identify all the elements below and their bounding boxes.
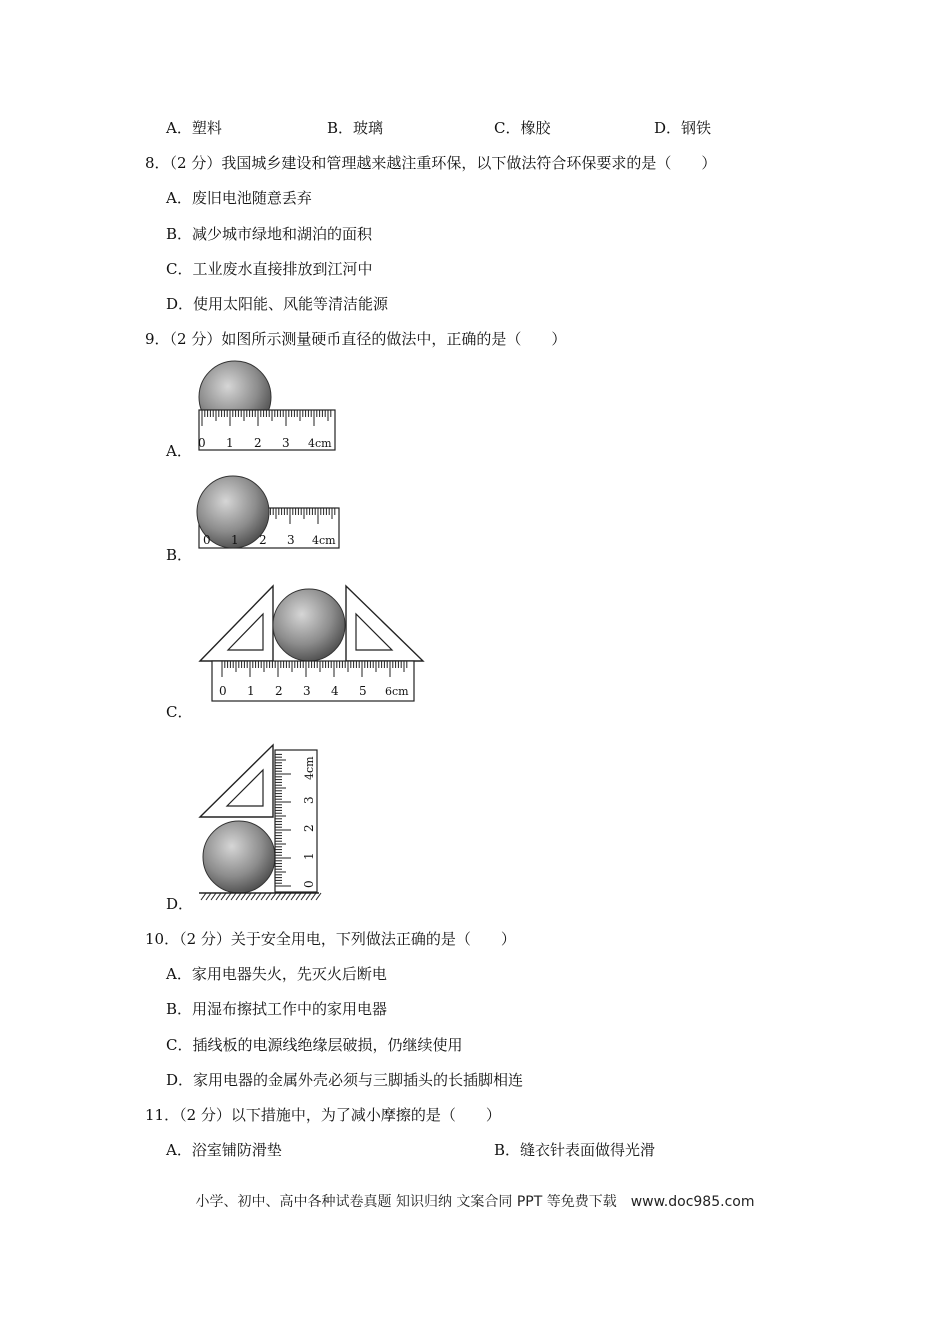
ground-hatch [291, 893, 296, 900]
q7-option-b: B．玻璃 [327, 119, 384, 137]
ruler-label: 0 [203, 533, 211, 547]
ground-hatch [201, 893, 206, 900]
ruler-label: 2 [254, 436, 262, 450]
q7-option-a: A．塑料 [166, 119, 222, 137]
ruler-label: 0 [302, 880, 316, 888]
ruler-label: 5 [359, 684, 367, 698]
ground-hatch [276, 893, 281, 900]
q10-option-b: B．用湿布擦拭工作中的家用电器 [166, 1000, 388, 1018]
q11-option-a: A．浴室铺防滑垫 [166, 1141, 282, 1159]
ground-hatch [226, 893, 231, 900]
ruler-label: 2 [275, 684, 283, 698]
q11-option-b: B．缝衣针表面做得光滑 [494, 1141, 656, 1159]
ruler [212, 661, 414, 701]
ground-hatch [271, 893, 276, 900]
q8-option-c: C．工业废水直接排放到江河中 [166, 260, 373, 278]
ground-hatch [261, 893, 266, 900]
q9-option-a: A． [166, 442, 192, 460]
q10-stem: 10．（2 分）关于安全用电，下列做法正确的是（ ） [145, 930, 516, 948]
ground-hatch [246, 893, 251, 900]
q9-option-d: D． [166, 895, 194, 913]
ground-hatch [251, 893, 256, 900]
ground-hatch [211, 893, 216, 900]
q8-option-a: A．废旧电池随意丢弃 [166, 189, 312, 207]
ruler-label: 1 [226, 436, 234, 450]
ruler-label: 4cm [303, 756, 316, 780]
ruler-label: 3 [303, 684, 311, 698]
figure-a-coin-on-ruler [195, 360, 340, 455]
coin [273, 589, 345, 661]
q8-option-b: B．减少城市绿地和湖泊的面积 [166, 225, 373, 243]
ground-hatch [221, 893, 226, 900]
figure-d-vertical-ruler [195, 742, 325, 912]
ruler-label: 2 [259, 533, 267, 547]
q10-option-c: C．插线板的电源线绝缘层破损，仍继续使用 [166, 1036, 463, 1054]
ruler-label: 0 [198, 436, 206, 450]
ground-hatch [311, 893, 316, 900]
q7-option-d: D．钢铁 [654, 119, 712, 137]
ruler-label: 2 [302, 824, 316, 832]
ruler-label: 3 [302, 796, 316, 804]
ground-hatch [296, 893, 301, 900]
ground-hatch [216, 893, 221, 900]
ruler-label: 4cm [312, 534, 336, 547]
figure-c-triangles-and-ruler [195, 583, 427, 705]
ruler-label: 1 [247, 684, 255, 698]
ground-hatch [306, 893, 311, 900]
q9-option-c: C． [166, 703, 193, 721]
ground-hatch [286, 893, 291, 900]
q10-option-d: D．家用电器的金属外壳必须与三脚插头的长插脚相连 [166, 1071, 524, 1089]
ground-hatch [301, 893, 306, 900]
ground-hatch [231, 893, 236, 900]
page-footer: 小学、初中、高中各种试卷真题 知识归纳 文案合同 PPT 等免费下载 www.doc985.com [195, 1194, 755, 1210]
ruler-label: 3 [287, 533, 295, 547]
q8-option-d: D．使用太阳能、风能等清洁能源 [166, 295, 389, 313]
ground-hatch [206, 893, 211, 900]
ruler-label: 1 [302, 852, 316, 860]
ruler-label: 1 [231, 533, 239, 547]
q9-stem: 9．（2 分）如图所示测量硬币直径的做法中，正确的是（ ） [145, 330, 567, 348]
ground-hatch [316, 893, 321, 900]
ruler-label: 6cm [385, 685, 409, 698]
ground-hatch [241, 893, 246, 900]
q8-stem: 8．（2 分）我国城乡建设和管理越来越注重环保，以下做法符合环保要求的是（ ） [145, 154, 717, 172]
coin [203, 821, 275, 893]
ground-hatch [266, 893, 271, 900]
q9-option-b: B． [166, 546, 193, 564]
ruler-label: 4 [331, 684, 339, 698]
figure-b-coin-on-ruler [195, 472, 343, 552]
q10-option-a: A．家用电器失火，先灭火后断电 [166, 965, 387, 983]
ruler-label: 0 [219, 684, 227, 698]
ruler-label: 4cm [308, 437, 332, 450]
ground-hatch [236, 893, 241, 900]
q11-stem: 11．（2 分）以下措施中，为了减小摩擦的是（ ） [145, 1106, 501, 1124]
ruler-label: 3 [282, 436, 290, 450]
q7-option-c: C．橡胶 [494, 119, 551, 137]
ground-hatch [281, 893, 286, 900]
ground-hatch [256, 893, 261, 900]
